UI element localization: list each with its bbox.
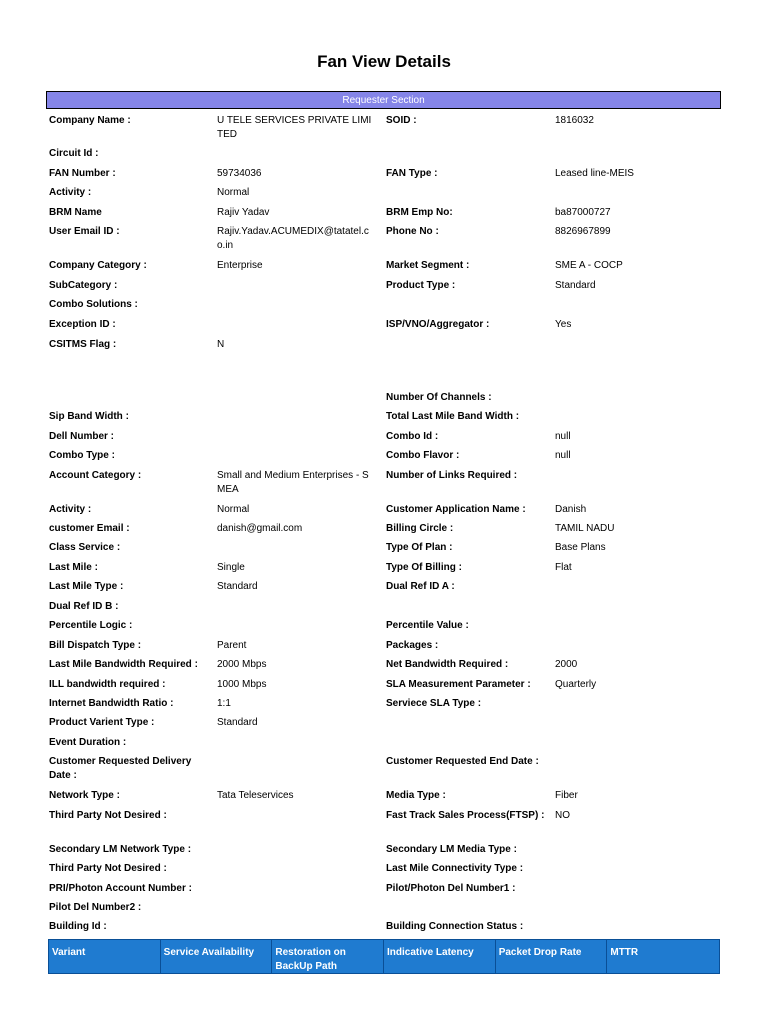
field-label: customer Email : bbox=[49, 523, 130, 534]
field-row bbox=[49, 639, 721, 658]
field-row bbox=[49, 410, 721, 430]
field-row bbox=[49, 318, 721, 338]
field-row bbox=[49, 920, 721, 939]
field-value: Standard bbox=[555, 280, 596, 291]
field-value: Flat bbox=[555, 562, 572, 573]
field-value: 2000 bbox=[555, 659, 578, 670]
field-value: NO bbox=[555, 810, 570, 821]
field-row bbox=[49, 147, 721, 167]
field-label: Combo Id : bbox=[386, 431, 439, 442]
table-header-cell: Restoration on BackUp Path bbox=[272, 940, 384, 973]
field-label: Dual Ref ID A : bbox=[386, 581, 455, 592]
field-label: CSITMS Flag : bbox=[49, 339, 117, 350]
field-value: Rajiv.Yadav.ACUMEDIX@tatatel.co.in bbox=[217, 226, 369, 251]
field-value: Single bbox=[217, 562, 245, 573]
field-label: Packages : bbox=[386, 640, 439, 651]
field-row bbox=[49, 298, 721, 318]
field-row bbox=[49, 541, 721, 561]
field-label: Customer Requested End Date : bbox=[386, 756, 539, 767]
field-label: Market Segment : bbox=[386, 260, 470, 271]
field-row bbox=[49, 580, 721, 600]
field-label: Product Varient Type : bbox=[49, 717, 155, 728]
field-value: 1000 Mbps bbox=[217, 679, 267, 690]
field-value: Normal bbox=[217, 187, 250, 198]
field-label: Activity : bbox=[49, 504, 92, 515]
field-label: Pilot Del Number2 : bbox=[49, 902, 142, 913]
field-label: Pilot/Photon Del Number1 : bbox=[386, 883, 516, 894]
field-value: 1:1 bbox=[217, 698, 231, 709]
field-label: Third Party Not Desired : bbox=[49, 810, 167, 821]
field-row bbox=[49, 259, 721, 279]
field-value: SME A - COCP bbox=[555, 260, 623, 271]
field-row bbox=[49, 901, 721, 920]
field-label: SOID : bbox=[386, 115, 417, 126]
field-value: null bbox=[555, 450, 571, 461]
field-value: Standard bbox=[217, 717, 258, 728]
field-label: Circuit Id : bbox=[49, 148, 99, 159]
field-label: Percentile Value : bbox=[386, 620, 469, 631]
field-row bbox=[49, 186, 721, 206]
field-label: Dell Number : bbox=[49, 431, 115, 442]
field-label: SubCategory : bbox=[49, 280, 118, 291]
field-label: ILL bandwidth required : bbox=[49, 679, 166, 690]
field-row bbox=[49, 469, 721, 503]
field-row bbox=[49, 225, 721, 259]
field-value: 59734036 bbox=[217, 168, 262, 179]
field-label: Sip Band Width : bbox=[49, 411, 129, 422]
field-value: ba87000727 bbox=[555, 207, 611, 218]
field-label: Class Service : bbox=[49, 542, 121, 553]
field-label: Serviece SLA Type : bbox=[386, 698, 482, 709]
field-row bbox=[49, 430, 721, 449]
field-label: Network Type : bbox=[49, 790, 120, 801]
field-value: Normal bbox=[217, 504, 250, 515]
field-label: Combo Solutions : bbox=[49, 299, 138, 310]
field-label: Number Of Channels : bbox=[386, 392, 492, 403]
field-value: Leased line-MEIS bbox=[555, 168, 634, 179]
field-value: Rajiv Yadav bbox=[217, 207, 270, 218]
field-label: Account Category : bbox=[49, 470, 142, 481]
requester-fields bbox=[49, 114, 721, 939]
field-label: Exception ID : bbox=[49, 319, 116, 330]
field-label: Product Type : bbox=[386, 280, 456, 291]
field-row bbox=[49, 279, 721, 298]
field-label: Last Mile Connectivity Type : bbox=[386, 863, 524, 874]
field-label: Event Duration : bbox=[49, 737, 127, 748]
field-value: Danish bbox=[555, 504, 587, 515]
field-label: Bill Dispatch Type : bbox=[49, 640, 142, 651]
field-value: U TELE SERVICES PRIVATE LIMITED bbox=[217, 115, 372, 140]
field-row bbox=[49, 522, 721, 541]
page-title: Fan View Details bbox=[317, 52, 451, 71]
field-label: Phone No : bbox=[386, 226, 439, 237]
field-value: Yes bbox=[555, 319, 572, 330]
field-value: N bbox=[217, 339, 225, 350]
table-header-cell: Packet Drop Rate bbox=[496, 940, 608, 973]
field-label: Customer Application Name : bbox=[386, 504, 526, 515]
field-label: Type Of Plan : bbox=[386, 542, 453, 553]
field-label: Percentile Logic : bbox=[49, 620, 133, 631]
field-label: Secondary LM Network Type : bbox=[49, 844, 192, 855]
field-row bbox=[49, 658, 721, 678]
field-value: Fiber bbox=[555, 790, 578, 801]
field-value: null bbox=[555, 431, 571, 442]
field-value: Tata Teleservices bbox=[217, 790, 294, 801]
field-value: 2000 Mbps bbox=[217, 659, 267, 670]
field-value: Parent bbox=[217, 640, 247, 651]
field-row bbox=[49, 678, 721, 697]
field-row bbox=[49, 843, 721, 862]
table-header-cell: Indicative Latency bbox=[384, 940, 496, 973]
field-row bbox=[49, 809, 721, 843]
field-label: FAN Type : bbox=[386, 168, 438, 179]
field-row bbox=[49, 206, 721, 225]
field-value: Enterprise bbox=[217, 260, 263, 271]
field-label: Last Mile Type : bbox=[49, 581, 124, 592]
field-label: Net Bandwidth Required : bbox=[386, 659, 509, 670]
field-row bbox=[49, 600, 721, 619]
field-label: Media Type : bbox=[386, 790, 446, 801]
field-row bbox=[49, 114, 721, 147]
field-label: Third Party Not Desired : bbox=[49, 863, 167, 874]
sla-table-header bbox=[48, 939, 720, 974]
field-label: Fast Track Sales Process(FTSP) : bbox=[386, 810, 545, 821]
field-row bbox=[49, 561, 721, 580]
field-label: Last Mile Bandwidth Required : bbox=[49, 659, 198, 670]
field-value: Quarterly bbox=[555, 679, 597, 690]
field-label: FAN Number : bbox=[49, 168, 116, 179]
field-label: ISP/VNO/Aggregator : bbox=[386, 319, 490, 330]
field-row bbox=[49, 697, 721, 716]
field-value: Standard bbox=[217, 581, 258, 592]
field-value: TAMIL NADU bbox=[555, 523, 615, 534]
requester-section-header: Requester Section bbox=[46, 91, 721, 109]
field-label: SLA Measurement Parameter : bbox=[386, 679, 531, 690]
field-label: Company Category : bbox=[49, 260, 147, 271]
field-label: Combo Type : bbox=[49, 450, 115, 461]
field-row bbox=[49, 755, 721, 789]
field-row bbox=[49, 449, 721, 469]
field-label: PRI/Photon Account Number : bbox=[49, 883, 192, 894]
field-value: 8826967899 bbox=[555, 226, 611, 237]
table-header-cell: Variant bbox=[49, 940, 161, 973]
field-value: Small and Medium Enterprises - SMEA bbox=[217, 470, 369, 495]
field-value: 1816032 bbox=[555, 115, 594, 126]
field-row bbox=[49, 736, 721, 755]
field-label: Company Name : bbox=[49, 115, 131, 126]
table-header-cell: MTTR bbox=[610, 947, 639, 958]
field-row bbox=[49, 338, 721, 391]
field-row bbox=[49, 503, 721, 522]
field-value: Base Plans bbox=[555, 542, 606, 553]
field-row bbox=[49, 862, 721, 882]
field-row bbox=[49, 789, 721, 809]
field-row bbox=[49, 619, 721, 639]
field-label: Activity : bbox=[49, 187, 92, 198]
field-label: Customer Requested Delivery Date : bbox=[49, 756, 192, 781]
field-label: Billing Circle : bbox=[386, 523, 454, 534]
field-label: User Email ID : bbox=[49, 226, 120, 237]
field-label: Type Of Billing : bbox=[386, 562, 462, 573]
field-row bbox=[49, 716, 721, 736]
field-label: Building Id : bbox=[49, 921, 107, 932]
field-label: Secondary LM Media Type : bbox=[386, 844, 517, 855]
field-row bbox=[49, 391, 721, 410]
field-label: Number of Links Required : bbox=[386, 470, 518, 481]
table-header-cell: Service Availability bbox=[161, 940, 273, 973]
field-label: Building Connection Status : bbox=[386, 921, 524, 932]
field-label: BRM Emp No: bbox=[386, 207, 453, 218]
field-row bbox=[49, 882, 721, 901]
field-label: Combo Flavor : bbox=[386, 450, 460, 461]
field-value: danish@gmail.com bbox=[217, 523, 303, 534]
field-label: Dual Ref ID B : bbox=[49, 601, 119, 612]
field-label: Total Last Mile Band Width : bbox=[386, 411, 520, 422]
field-label: BRM Name bbox=[49, 207, 102, 218]
field-row bbox=[49, 167, 721, 186]
field-label: Last Mile : bbox=[49, 562, 98, 573]
field-label: Internet Bandwidth Ratio : bbox=[49, 698, 174, 709]
